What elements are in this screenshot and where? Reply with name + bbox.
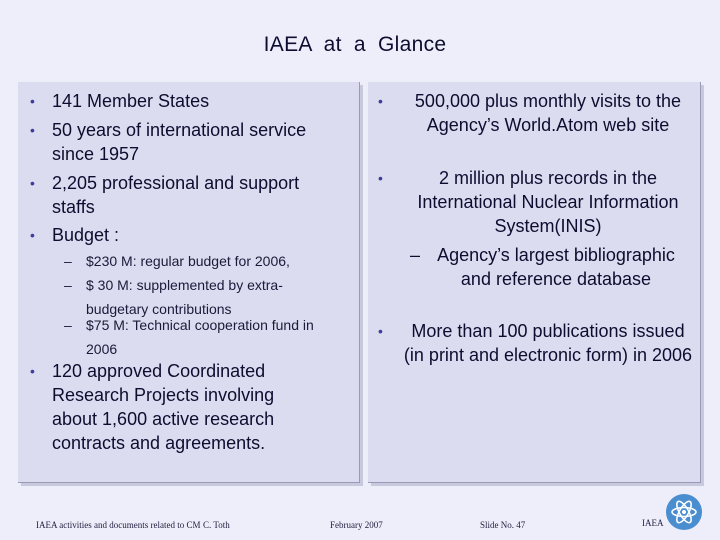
bullet-dot-icon: • (378, 323, 383, 339)
bullet-budget: • Budget : (30, 225, 120, 245)
iaea-atom-logo-icon (664, 492, 704, 532)
bullet-dot-icon: • (378, 170, 383, 186)
bullet-years-service: • 50 years of international service since 1957 (30, 120, 307, 164)
slide-title: IAEA at a Glance (263, 33, 447, 56)
budget-technical-cooperation: – $75 M: Technical cooperation fund in 2006 (86, 313, 348, 361)
inis-largest-database: – Agency’s largest bibliographic and reference database (410, 245, 675, 289)
bullet-dot-icon: • (30, 93, 35, 109)
bullet-publications: • More than 100 publications issued (in print and electronic form) in 2006 (378, 321, 693, 365)
bullet-dot-icon: • (30, 175, 35, 191)
dash-icon: – (64, 317, 72, 333)
bullet-member-states: • 141 Member States (30, 91, 210, 111)
footer-slide-number: Slide No. 47 (480, 520, 526, 530)
bullet-monthly-visits: • 500,000 plus monthly visits to the Agency’s World.Atom web site (378, 91, 682, 135)
bullet-staffs: • 2,205 professional and support staffs (30, 173, 300, 217)
footer-org: IAEA (642, 518, 664, 528)
budget-extrabudgetary: – $ 30 M: supplemented by extra-budgetary contributions (86, 273, 326, 321)
footer-activities: IAEA activities and documents related to CM (36, 520, 201, 530)
bullet-dot-icon: • (30, 227, 35, 243)
budget-regular: – $230 M: regular budget for 2006, (86, 249, 346, 273)
bullet-inis-records: • 2 million plus records in the International Nuclear Information System(INIS) (378, 168, 679, 236)
footer-author: C. Toth (203, 520, 230, 530)
dash-icon: – (410, 245, 421, 265)
bullet-research-projects: • 120 approved Coordinated Research Projects involving about 1,600 active research contracts and agreements. (30, 361, 275, 453)
bullet-dot-icon: • (378, 93, 383, 109)
bullet-dot-icon: • (30, 363, 35, 379)
bullet-dot-icon: • (30, 122, 35, 138)
dash-icon: – (64, 277, 72, 293)
dash-icon: – (64, 253, 72, 269)
footer-date: February 2007 (330, 520, 383, 530)
